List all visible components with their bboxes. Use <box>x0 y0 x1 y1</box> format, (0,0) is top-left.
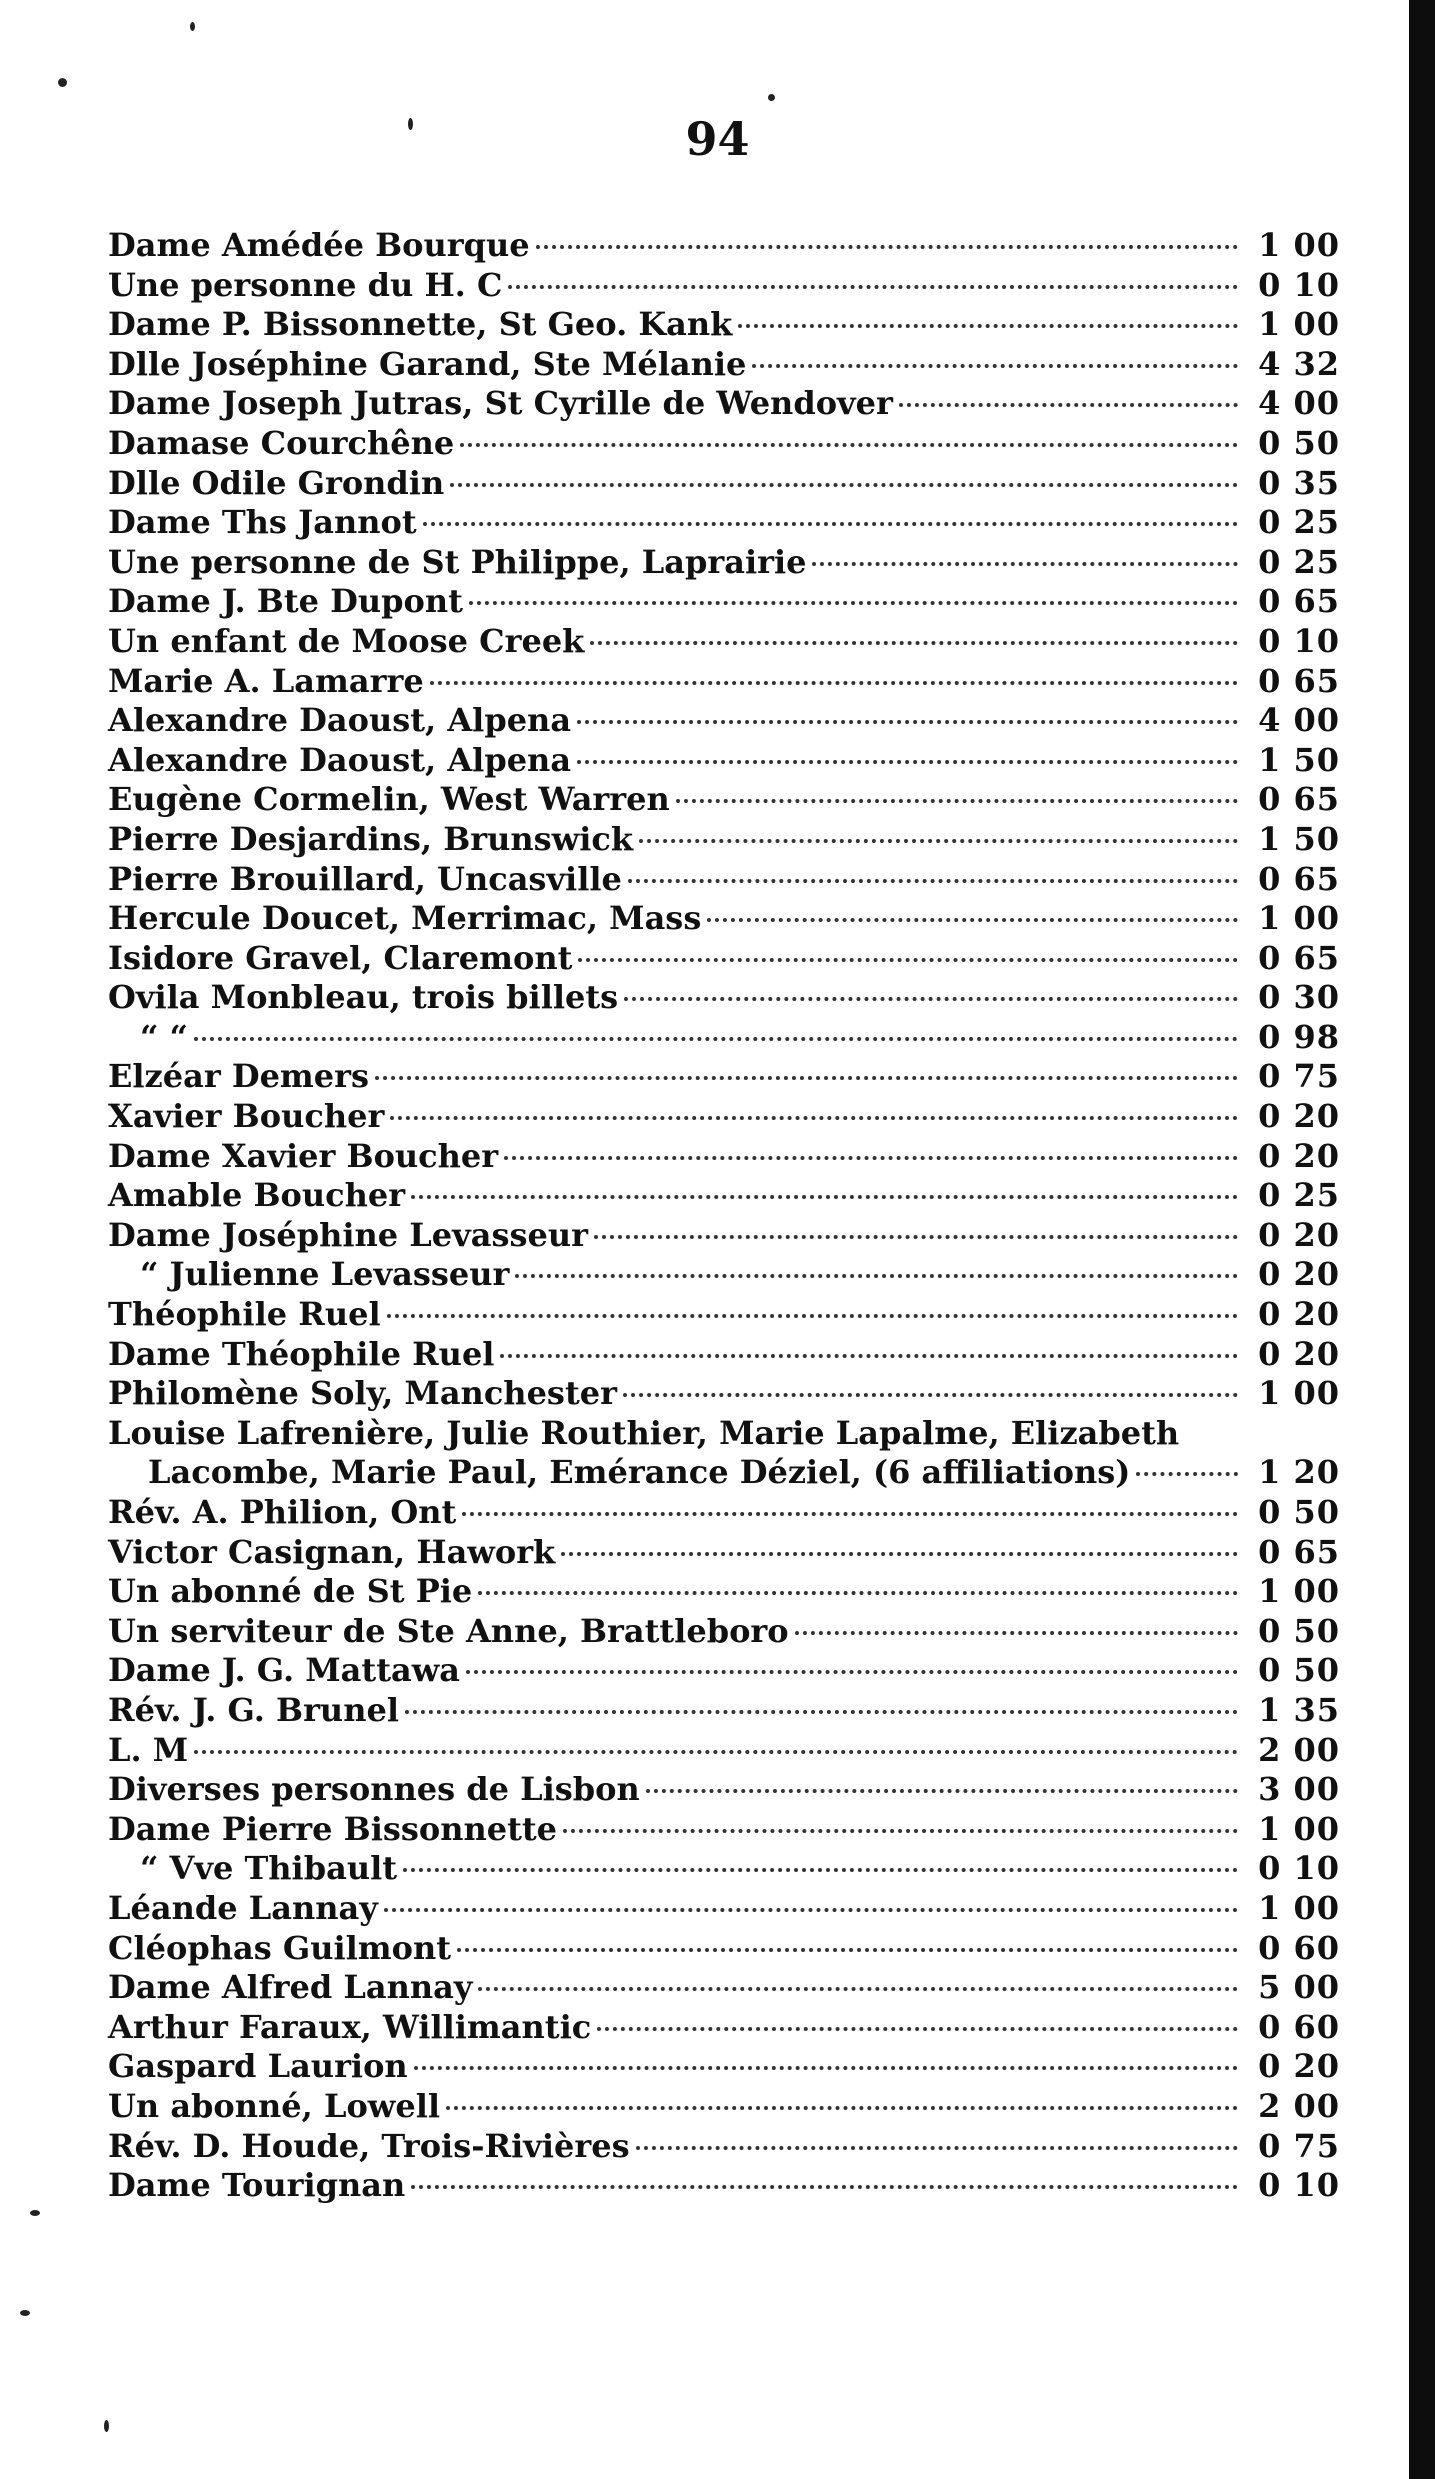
dot-leader <box>676 799 1238 803</box>
dot-leader <box>578 958 1238 962</box>
dot-leader <box>387 1314 1238 1318</box>
entry-amount: 1 50 <box>1258 819 1340 858</box>
entry-name: Lacombe, Marie Paul, Emérance Déziel, (6 affiliations) <box>148 1453 1131 1492</box>
dot-leader <box>738 324 1238 328</box>
entry-row <box>108 226 1340 266</box>
entry-amount: 0 65 <box>1258 661 1340 700</box>
entry-amount: 0 25 <box>1258 503 1340 542</box>
dot-leader <box>478 1987 1238 1991</box>
entry-amount: 0 65 <box>1258 1532 1340 1571</box>
entry-name: Marie A. Lamarre <box>108 661 424 700</box>
entry-row <box>108 701 1340 741</box>
entry-name: Dame J. G. Mattawa <box>108 1651 460 1690</box>
entry-amount: 4 32 <box>1258 344 1340 383</box>
entry-name: Une personne du H. C <box>108 265 503 304</box>
entry-row <box>108 1533 1340 1573</box>
entry-name: Alexandre Daoust, Alpena <box>108 740 572 779</box>
dot-leader <box>597 2027 1238 2031</box>
entry-amount: 0 30 <box>1258 978 1340 1017</box>
entry-name: Eugène Cormelin, West Warren <box>108 780 670 819</box>
entry-name: Cléophas Guilmont <box>108 1928 452 1967</box>
entry-amount: 0 65 <box>1258 859 1340 898</box>
entry-row <box>108 384 1340 424</box>
entry-row <box>108 543 1340 583</box>
dot-leader <box>411 1195 1238 1199</box>
entry-name: “ Vve Thibault <box>140 1849 398 1888</box>
dot-leader <box>561 1552 1238 1556</box>
ink-speck <box>768 94 775 101</box>
dot-leader <box>478 1591 1238 1595</box>
entry-row <box>108 1612 1340 1652</box>
entry-row <box>108 1770 1340 1810</box>
entry-name: Dame P. Bissonnette, St Geo. Kank <box>108 305 733 344</box>
entry-name: Hercule Doucet, Merrimac, Mass <box>108 899 702 938</box>
entry-row <box>108 1295 1340 1335</box>
dot-leader <box>405 1710 1238 1714</box>
entry-name: Rév. A. Philion, Ont <box>108 1493 457 1531</box>
entry-amount: 0 50 <box>1258 1611 1340 1650</box>
entry-row <box>108 1810 1340 1850</box>
entry-name: Un serviteur de Ste Anne, Brattleboro <box>108 1611 789 1650</box>
entry-row <box>108 899 1340 939</box>
entry-name: Amable Boucher <box>108 1176 406 1215</box>
entry-name: Louise Lafrenière, Julie Routhier, Marie Lapalme, Elizabeth <box>108 1413 1180 1452</box>
entry-amount: 0 60 <box>1258 1928 1340 1967</box>
dot-leader <box>500 1354 1238 1358</box>
dot-leader <box>403 1868 1238 1872</box>
entry-amount: 0 75 <box>1258 1057 1340 1096</box>
entry-row <box>108 662 1340 702</box>
entry-amount: 0 20 <box>1258 1097 1340 1136</box>
entry-name: Dame Théophile Ruel <box>108 1334 495 1373</box>
entry-amount: 1 20 <box>1258 1453 1340 1492</box>
entry-row <box>108 1691 1340 1731</box>
entry-name: Rév. D. Houde, Trois-Rivières <box>108 2126 630 2165</box>
dot-leader <box>460 443 1238 447</box>
dot-leader <box>623 1393 1238 1397</box>
dot-leader <box>462 1512 1238 1516</box>
entry-name: Gaspard Laurion <box>108 2047 408 2086</box>
dot-leader <box>577 760 1238 764</box>
entry-name: Dlle Odile Grondin <box>108 463 445 502</box>
entry-amount: 0 75 <box>1258 2126 1340 2165</box>
entry-amount: 0 20 <box>1258 1295 1340 1334</box>
entry-row <box>108 1968 1340 2008</box>
entry-amount: 4 00 <box>1258 701 1340 740</box>
entry-amount: 4 00 <box>1258 384 1340 423</box>
entry-row <box>108 464 1340 504</box>
entry-amount: 1 00 <box>1258 1809 1340 1848</box>
entry-row <box>108 1731 1340 1771</box>
entry-row <box>108 1929 1340 1969</box>
dot-leader <box>414 2066 1238 2070</box>
dot-leader <box>707 918 1238 922</box>
entry-name: Xavier Boucher <box>108 1097 385 1136</box>
ink-speck <box>58 78 67 87</box>
dot-leader <box>375 1076 1238 1080</box>
entry-row <box>108 305 1340 345</box>
entry-name: Elzéar Demers <box>108 1057 370 1096</box>
entry-amount: 2 00 <box>1258 1730 1340 1769</box>
dot-leader <box>639 839 1238 843</box>
entry-row <box>108 1572 1340 1612</box>
entry-name: L. M <box>108 1730 189 1769</box>
entry-name: Léande Lannay <box>108 1888 378 1927</box>
dot-leader <box>577 720 1238 724</box>
entry-amount: 0 35 <box>1258 463 1340 502</box>
entry-amount: 0 20 <box>1258 1255 1340 1294</box>
entry-name: Damase Courchêne <box>108 423 455 462</box>
dot-leader <box>508 285 1238 289</box>
dot-leader <box>1136 1472 1238 1476</box>
entry-name: Dame J. Bte Dupont <box>108 582 463 621</box>
entry-name: “ Julienne Levasseur <box>140 1255 510 1294</box>
entry-amount: 1 00 <box>1258 899 1340 938</box>
entry-row <box>108 1335 1340 1375</box>
dot-leader <box>411 2185 1238 2189</box>
entry-name: “ “ <box>140 1017 188 1056</box>
entry-amount: 0 10 <box>1258 2166 1340 2205</box>
dot-leader <box>563 1829 1238 1833</box>
entry-name: Diverses personnes de Lisbon <box>108 1770 640 1809</box>
dot-leader <box>636 2146 1238 2150</box>
dot-leader <box>795 1631 1238 1635</box>
entry-amount: 0 98 <box>1258 1017 1340 1056</box>
entry-row <box>108 1176 1340 1216</box>
entry-name: Rév. J. G. Brunel <box>108 1690 399 1729</box>
entry-name: Dame Joseph Jutras, St Cyrille de Wendover <box>108 384 893 423</box>
entry-row <box>108 1255 1340 1295</box>
entry-name: Un abonné, Lowell <box>108 2086 440 2125</box>
dot-leader <box>423 522 1238 526</box>
entry-amount: 0 20 <box>1258 1136 1340 1175</box>
entry-row <box>108 622 1340 662</box>
ink-speck <box>30 2210 40 2216</box>
entry-row <box>108 1137 1340 1177</box>
entry-name: Isidore Gravel, Claremont <box>108 938 573 977</box>
dot-leader <box>624 997 1238 1001</box>
entry-row <box>108 1374 1340 1414</box>
entry-name: Dame Ths Jannot <box>108 503 417 542</box>
entry-row <box>108 2127 1340 2167</box>
entry-amount: 0 10 <box>1258 621 1340 660</box>
entry-name: Dame Tourignan <box>108 2166 406 2205</box>
dot-leader <box>466 1670 1238 1674</box>
dot-leader <box>812 562 1238 566</box>
ink-speck <box>190 22 195 31</box>
entry-row <box>108 424 1340 464</box>
entry-amount: 0 20 <box>1258 2047 1340 2086</box>
entry-amount: 0 50 <box>1258 423 1340 462</box>
ink-speck <box>408 118 413 130</box>
entry-row <box>108 1651 1340 1691</box>
entry-name: Dame Amédée Bourque <box>108 226 530 264</box>
entry-amount: 0 60 <box>1258 2007 1340 2046</box>
entry-amount: 0 10 <box>1258 265 1340 304</box>
entry-name: Pierre Brouillard, Uncasville <box>108 859 622 898</box>
entry-amount: 0 50 <box>1258 1493 1340 1531</box>
entry-row <box>108 2008 1340 2048</box>
entry-amount: 1 50 <box>1258 740 1340 779</box>
dot-leader <box>899 403 1238 407</box>
dot-leader <box>536 245 1238 249</box>
entry-row <box>108 266 1340 306</box>
entry-amount: 1 00 <box>1258 1888 1340 1927</box>
entry-row <box>108 503 1340 543</box>
entry-amount: 0 20 <box>1258 1334 1340 1373</box>
page-number: 94 <box>685 112 750 166</box>
entry-amount: 0 65 <box>1258 938 1340 977</box>
entry-row <box>108 820 1340 860</box>
entry-row <box>108 345 1340 385</box>
entry-name: Alexandre Daoust, Alpena <box>108 701 572 740</box>
entry-amount: 1 00 <box>1258 305 1340 344</box>
dot-leader <box>194 1750 1238 1754</box>
entry-row <box>108 1216 1340 1256</box>
entry-name: Pierre Desjardins, Brunswick <box>108 819 633 858</box>
entry-amount: 0 50 <box>1258 1651 1340 1690</box>
entry-name: Victor Casignan, Hawork <box>108 1532 556 1571</box>
dot-leader <box>646 1789 1238 1793</box>
ink-speck <box>104 2420 109 2432</box>
entry-amount: 5 00 <box>1258 1968 1340 2007</box>
entry-row <box>108 1057 1340 1097</box>
dot-leader <box>590 641 1238 645</box>
entry-row <box>108 741 1340 781</box>
entry-name: Philomène Soly, Manchester <box>108 1374 617 1413</box>
entry-name: Un abonné de St Pie <box>108 1572 473 1611</box>
dot-leader <box>469 601 1238 605</box>
dot-leader <box>594 1235 1238 1239</box>
entry-row <box>108 2166 1340 2206</box>
entry-row <box>108 1889 1340 1929</box>
entry-row <box>108 1453 1340 1493</box>
dot-leader <box>384 1908 1238 1912</box>
entry-row <box>108 978 1340 1018</box>
dot-leader <box>390 1116 1238 1120</box>
entry-amount: 0 65 <box>1258 582 1340 621</box>
dot-leader <box>446 2106 1238 2110</box>
book-spine-shadow <box>1409 0 1435 2479</box>
dot-leader <box>457 1948 1238 1952</box>
dot-leader <box>752 364 1238 368</box>
entry-amount: 3 00 <box>1258 1770 1340 1809</box>
entry-name: Dame Joséphine Levasseur <box>108 1215 588 1254</box>
entry-amount: 0 65 <box>1258 780 1340 819</box>
donation-list <box>108 226 1340 2206</box>
entry-amount: 1 00 <box>1258 1572 1340 1611</box>
entry-row <box>108 1018 1340 1058</box>
entry-row <box>108 2087 1340 2127</box>
entry-amount: 1 35 <box>1258 1690 1340 1729</box>
entry-row <box>108 582 1340 622</box>
entry-amount: 0 10 <box>1258 1849 1340 1888</box>
entry-name: Théophile Ruel <box>108 1295 381 1334</box>
entry-row <box>108 860 1340 900</box>
entry-name: Dame Xavier Boucher <box>108 1136 499 1175</box>
dot-leader <box>430 681 1238 685</box>
entry-name: Dame Pierre Bissonnette <box>108 1809 558 1848</box>
entry-row <box>108 1849 1340 1889</box>
entry-row <box>108 1493 1340 1533</box>
entry-row <box>108 939 1340 979</box>
entry-amount: 2 00 <box>1258 2086 1340 2125</box>
entry-row <box>108 1097 1340 1137</box>
entry-name: Un enfant de Moose Creek <box>108 621 585 660</box>
dot-leader <box>515 1274 1238 1278</box>
entry-amount: 1 00 <box>1258 1374 1340 1413</box>
entry-amount: 0 25 <box>1258 1176 1340 1215</box>
entry-row <box>108 780 1340 820</box>
entry-name: Une personne de St Philippe, Laprairie <box>108 542 807 581</box>
dot-leader <box>504 1156 1238 1160</box>
entry-row <box>108 2047 1340 2087</box>
entry-row <box>108 1414 1340 1454</box>
entry-name: Ovila Monbleau, trois billets <box>108 978 619 1017</box>
entry-name: Dame Alfred Lannay <box>108 1968 473 2007</box>
entry-amount: 0 20 <box>1258 1215 1340 1254</box>
entry-name: Arthur Faraux, Willimantic <box>108 2007 592 2046</box>
entry-amount: 0 25 <box>1258 542 1340 581</box>
entry-amount: 1 00 <box>1258 226 1340 264</box>
dot-leader <box>628 879 1238 883</box>
dot-leader <box>450 483 1238 487</box>
ink-speck <box>20 2310 30 2316</box>
entry-name: Dlle Joséphine Garand, Ste Mélanie <box>108 344 747 383</box>
dot-leader <box>194 1037 1238 1041</box>
